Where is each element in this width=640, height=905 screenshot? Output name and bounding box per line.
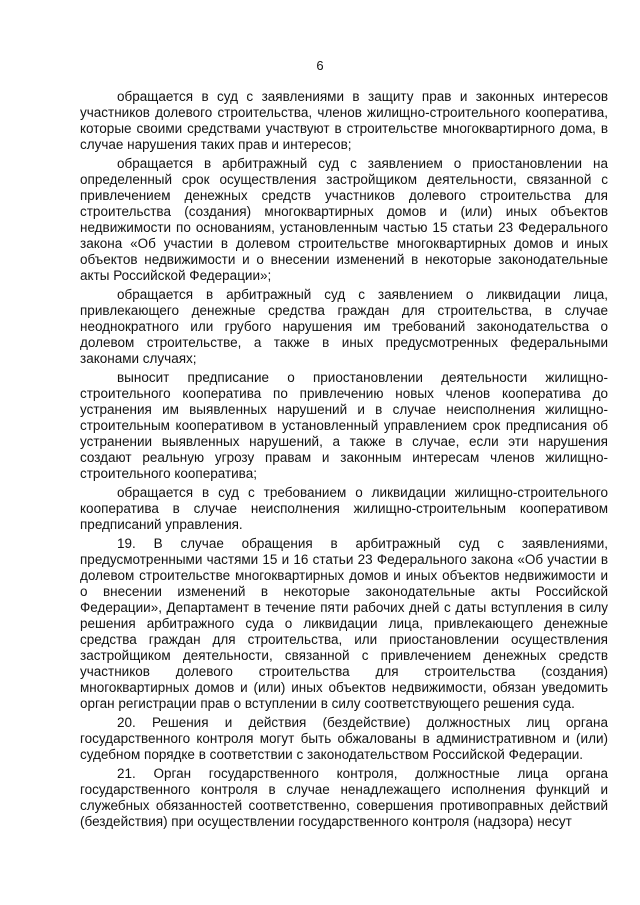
page-number: 6: [316, 58, 324, 73]
paragraph-clause-21: 21. Орган государственного контроля, должностные лица органа государственного контроля в случае ненадлежащего исполнения функций и служебных обязанностей соответственно, совершения противоправных действий (бездействия) при осуществлении государственного контроля (надзора) несут: [80, 766, 608, 829]
paragraph-liquidation-claim: обращается в арбитражный суд с заявлением о ликвидации лица, привлекающего денежные средства граждан для строительства, в случае неоднократного или грубого нарушения им требований законодательства о долевом строительстве, а также в иных предусмотренных федеральными законами случаях;: [80, 287, 608, 366]
document-body: [80, 89, 608, 833]
paragraph-court-claims: обращается в суд с заявлениями в защиту прав и законных интересов участников долевого строительства, членов жилищно-строительного кооператива, которые своими средствами участвуют в строительстве многоквартирного дома, в случае нарушения таких прав и интересов;: [80, 89, 608, 152]
paragraph-suspension-claim: обращается в арбитражный суд с заявлением о приостановлении на определенный срок осуществления застройщиком деятельности, связанной с привлечением денежных средств участников долевого строительства для строительства (создания) многоквартирных домов и (или) иных объектов недвижимости по основаниям, установленным частью 15 статьи 23 Федерального закона «Об участии в долевом строительстве многоквартирных домов и иных объектов недвижимости и о внесении изменений в некоторые законодательные акты Российской Федерации»;: [80, 156, 608, 283]
paragraph-cooperative-liquidation: обращается в суд с требованием о ликвидации жилищно-строительного кооператива в случае неисполнения жилищно-строительным кооперативом предписаний управления.: [80, 485, 608, 532]
paragraph-clause-20: 20. Решения и действия (бездействие) должностных лиц органа государственного контроля могут быть обжалованы в административном и (или) судебном порядке в соответствии с законодательством Российской Федерации.: [80, 715, 608, 762]
paragraph-cooperative-order: выносит предписание о приостановлении деятельности жилищно-строительного кооператива по привлечению новых членов кооператива до устранения им выявленных нарушений и в случае неисполнения жилищно-строительным кооперативом в установленный управлением срок предписания об устранении выявленных нарушений, а также в случае, если эти нарушения создают реальную угрозу правам и законным интересам членов жилищно-строительного кооператива;: [80, 370, 608, 481]
paragraph-clause-19: 19. В случае обращения в арбитражный суд с заявлениями, предусмотренными частями 15 и 16 статьи 23 Федерального закона «Об участии в долевом строительстве многоквартирных домов и иных объектов недвижимости и о внесении изменений в некоторые законодательные акты Российской Федерации», Департамент в течение пяти рабочих дней с даты вступления в силу решения арбитражного суда о ликвидации лица, привлекающего денежные средства граждан для строительства, или приостановлении осуществления застройщиком деятельности, связанной с привлечением денежных средств участников долевого строительства для строительства (создания) многоквартирных домов и (или) иных объектов недвижимости, обязан уведомить орган регистрации прав о вступлении в силу соответствующего решения суда.: [80, 536, 608, 711]
